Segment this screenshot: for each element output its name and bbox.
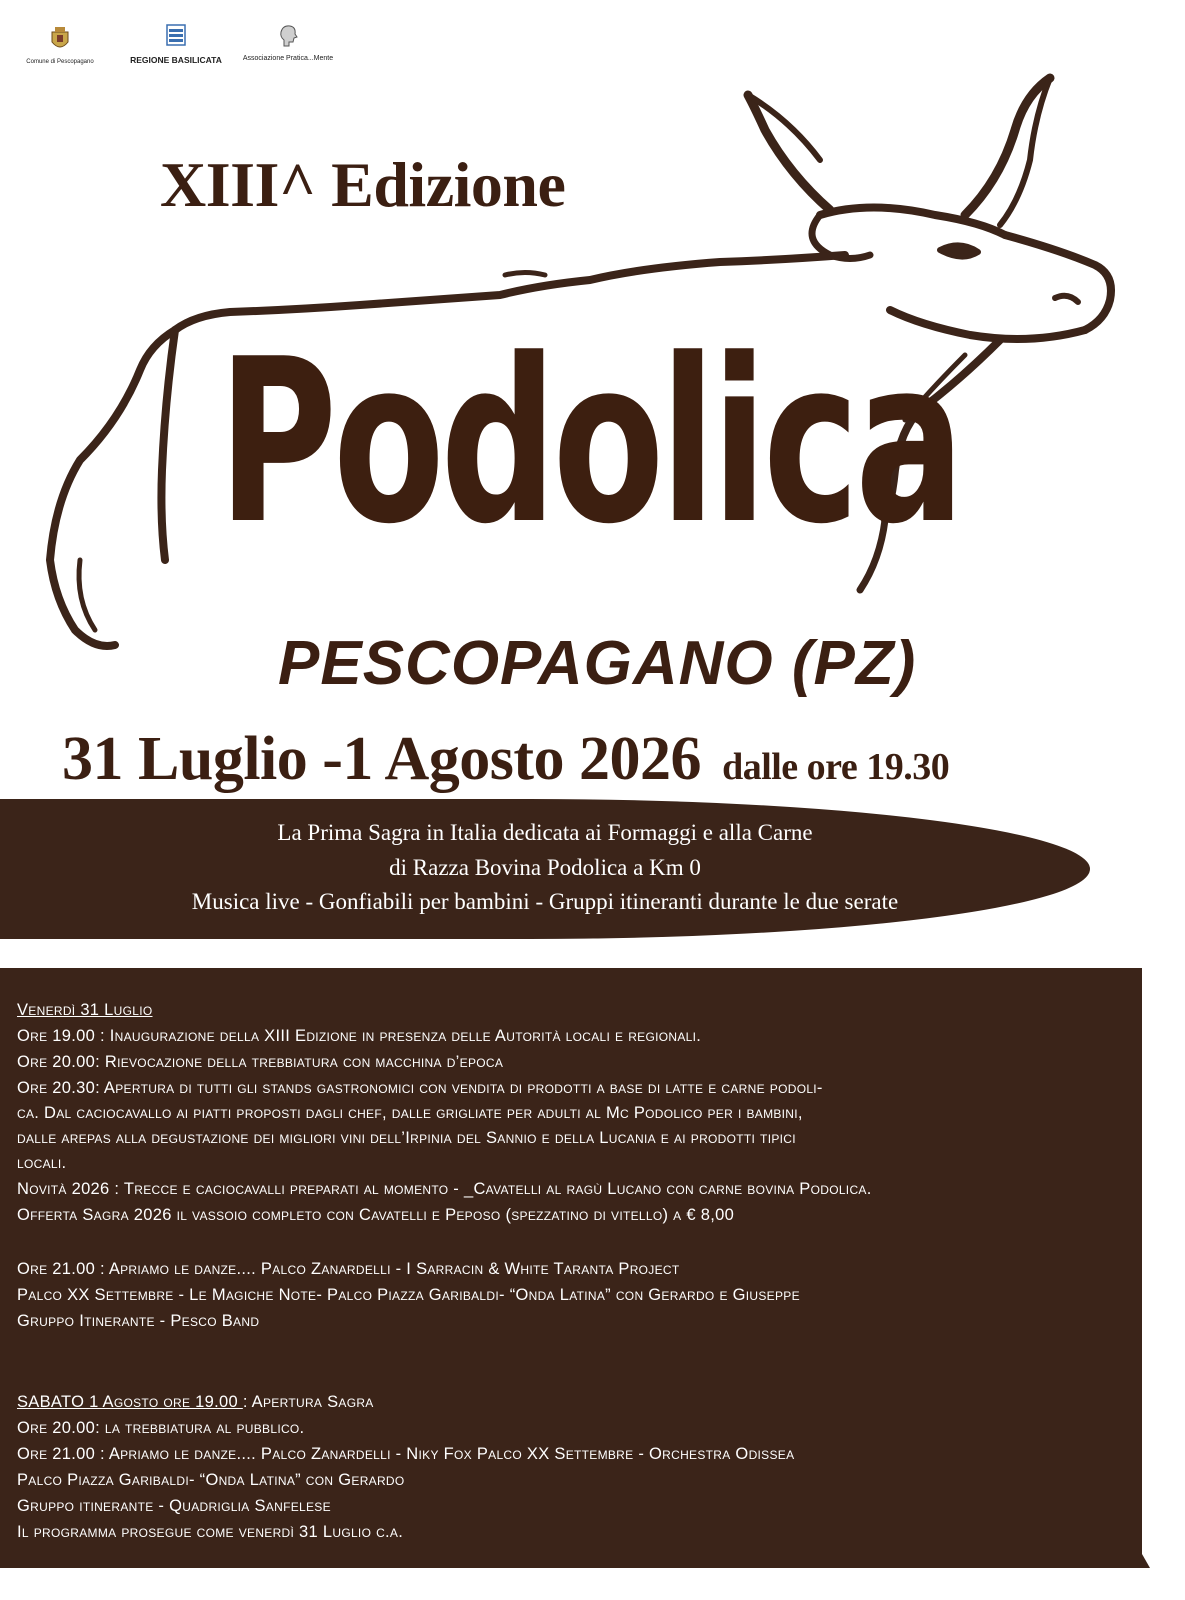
- friday-line-9: Ore 21.00 : Apriamo le danze.... Palco Zanardelli - I Sarracin & White Taranta Project: [17, 1260, 680, 1278]
- friday-heading: Venerdì 31 Luglio: [17, 1001, 153, 1019]
- saturday-line-5: Il programma prosegue come venerdì 31 Luglio c.a.: [17, 1523, 404, 1541]
- friday-line-10: Palco XX Settembre - Le Magiche Note- Palco Piazza Garibaldi- “Onda Latina” con Gerardo e Giuseppe: [17, 1286, 800, 1304]
- friday-line-6: locali.: [17, 1154, 67, 1172]
- saturday-heading: [17, 1393, 374, 1412]
- saturday-line-1: Ore 20.00: la trebbiatura al pubblico.: [17, 1419, 305, 1437]
- banner-line-2: di Razza Bovina Podolica a Km 0: [389, 855, 701, 880]
- start-time: dalle ore 19.30: [722, 746, 950, 788]
- friday-line-8: Offerta Sagra 2026 il vassoio completo con Cavatelli e Peposo (spezzatino di vitello) a € 8,00: [17, 1206, 735, 1224]
- saturday-line-4: Gruppo itinerante - Quadriglia Sanfelese: [17, 1497, 331, 1515]
- friday-line-7: Novità 2026 : Trecce e caciocavalli preparati al momento - _Cavatelli al ragù Lucano con carne bovina Podolica.: [17, 1180, 872, 1198]
- friday-line-3: Ore 20.30: Apertura di tutti gli stands gastronomici con vendita di prodotti a base di latte e carne podoli-: [17, 1079, 823, 1097]
- date-range: 31 Luglio -1 Agosto 2026: [62, 725, 702, 793]
- associazione-label: Associazione Pratica...Mente: [242, 55, 334, 62]
- friday-line-2: Ore 20.00: Rievocazione della trebbiatura con macchina d’epoca: [17, 1053, 504, 1071]
- event-dates: [62, 724, 949, 795]
- friday-line-5: dalle arepas alla degustazione dei migliori vini dell’Irpinia del Sannio e della Lucania e ai prodotti tipici: [17, 1129, 796, 1147]
- banner-line-3: Musica live - Gonfiabili per bambini - Gruppi itineranti durante le due serate: [191, 889, 899, 914]
- friday-line-1: Ore 19.00 : Inaugurazione della XIII Edizione in presenza delle Autorità locali e regionali.: [17, 1027, 702, 1045]
- friday-line-4: ca. Dal caciocavallo ai piatti proposti dagli chef, dalle grigliate per adulti al Mc Podolico per i bambini,: [17, 1104, 803, 1122]
- edition-heading: XIII^ Edizione: [160, 149, 566, 220]
- saturday-line-3: Palco Piazza Garibaldi- “Onda Latina” con Gerardo: [17, 1471, 405, 1489]
- banner-line-1: La Prima Sagra in Italia dedicata ai Formaggi e alla Carne: [277, 820, 813, 845]
- comune-label: Comune di Pescopagano: [26, 59, 94, 65]
- regione-label: REGIONE BASILICATA: [130, 55, 222, 65]
- saturday-line-2: Ore 21.00 : Apriamo le danze.... Palco Zanardelli - Niky Fox Palco XX Settembre - Orchestra Odissea: [17, 1445, 795, 1463]
- program-box-corner: [0, 1554, 1150, 1568]
- event-title: Podolica: [218, 311, 961, 574]
- friday-line-11: Gruppo Itinerante - Pesco Band: [17, 1312, 260, 1330]
- town-name: PESCOPAGANO (PZ): [278, 629, 917, 698]
- saturday-heading-date: SABATO 1 Agosto ore 19.00: [17, 1393, 243, 1411]
- saturday-heading-rest: : Apertura Sagra: [242, 1393, 374, 1411]
